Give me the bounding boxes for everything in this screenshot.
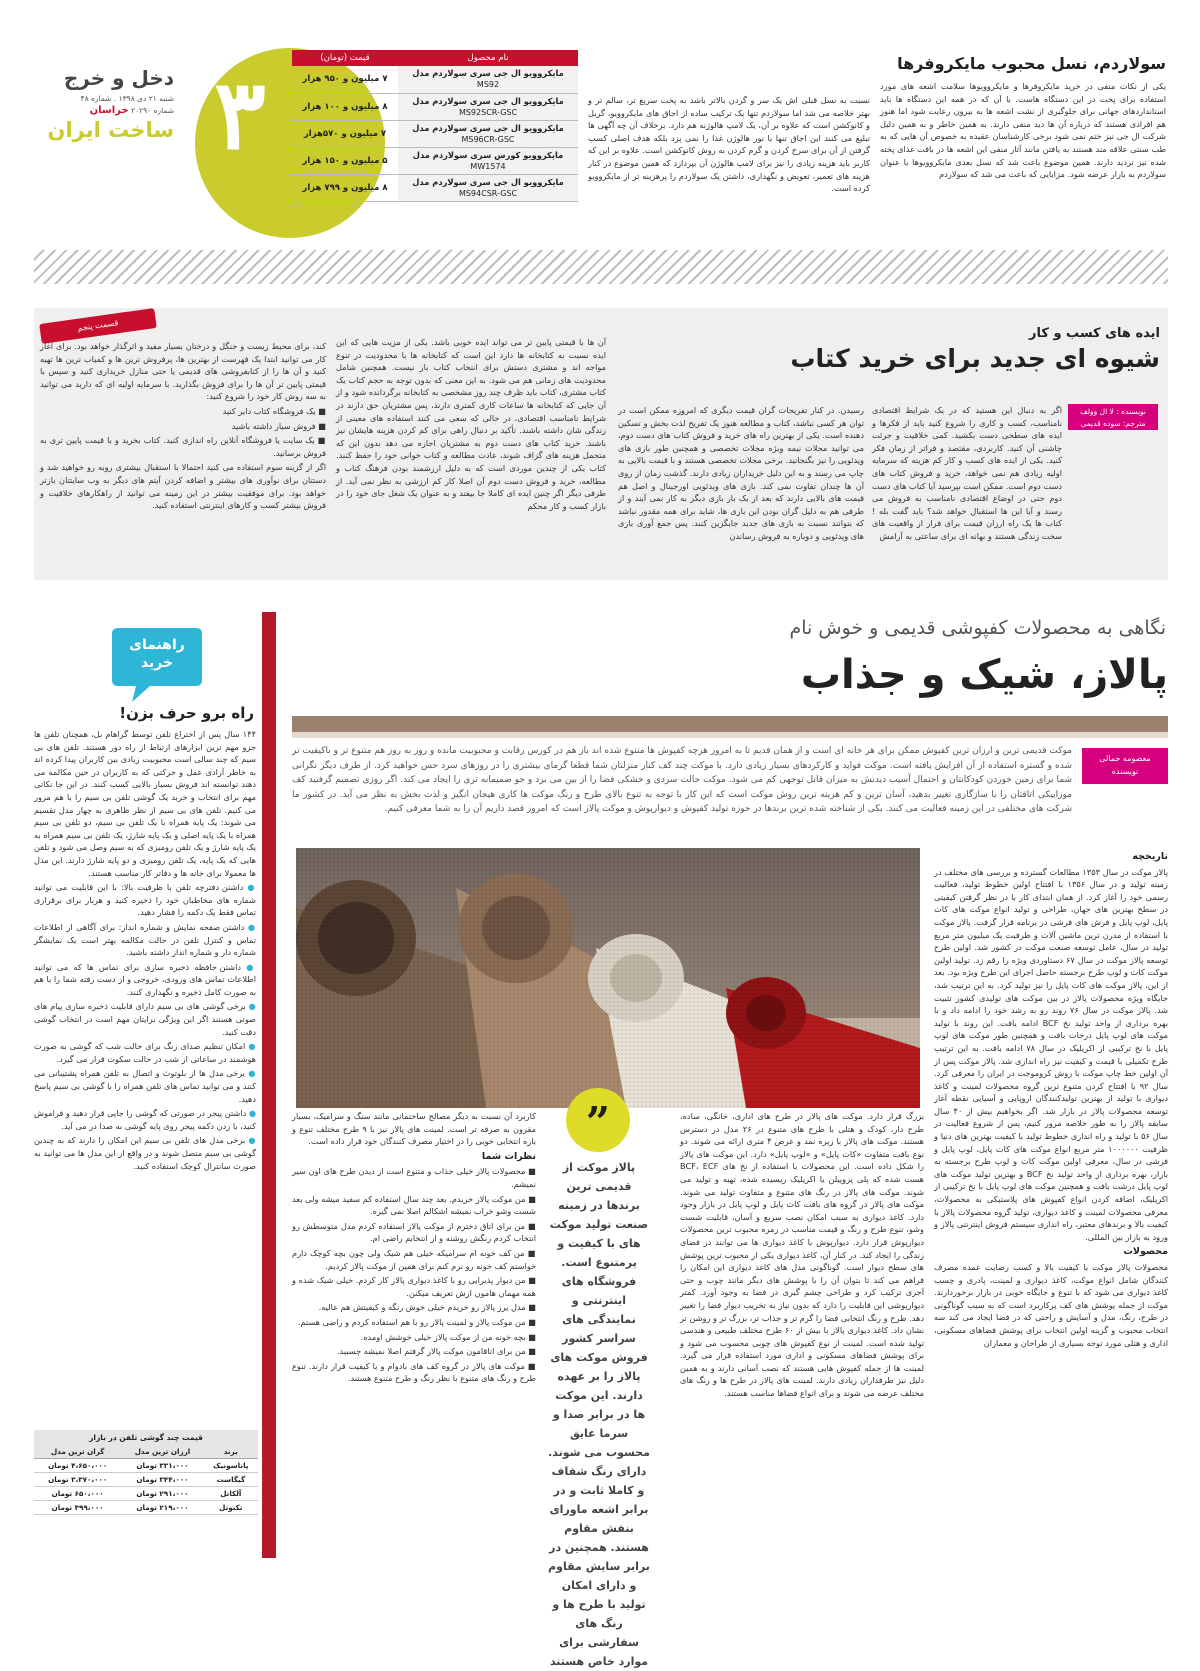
min-price-cell: ۳۴۴،۰۰۰ تومان — [121, 1473, 203, 1487]
product-name: مایکروویو کورس سری سولاردم مدل MW1574 — [398, 147, 578, 174]
table-header: ارزان ترین مدل — [121, 1445, 203, 1459]
brand-cell: گیگاست — [204, 1473, 258, 1487]
product-price: ۷ میلیون و ۵۷۰هزار — [292, 120, 398, 147]
guide-bullet: ● داشتن پیجر در صورتی که گوشی را جایی قرار دهید و فراموش کنید، با زدن دکمه پیجر روی پایه گوشی به صدا در می آید. — [34, 1108, 256, 1131]
table-header: برند — [204, 1445, 258, 1459]
table-row — [292, 147, 578, 174]
microwave-col2: نسبت به نسل قبلی اش یک سر و گردن بالاتر باشد به پخت سریع تر، سالم تر و بهتر خلاصه می شد اما سولاردم تنها یک ترکیب ساده از اجاق های مایکروویو، گریل و کانوکشن است که علاوه بر آن، یک لامپ هالوژنه هم دارد. برخلاف آن چه آگهی ها تبلیغ می کنند این اجاق تنها با نور هالوژن غذا را نمی پزد بلکه هدف اصلی کسب گرفتن از آن برای سرخ کردن و گرم کردن به روش کانوکشن است. علاوه بر این که کاربر باید هزینه زیادی را نیز برای لامپ هالوژن آن بپردازد که همین موضوع در کنار هزینه های تعمیر، تعویض و نگهداری، داشتن یک سولاردم را پرهزینه تر از مایکروویو کرده است. — [588, 95, 870, 194]
business-col4 — [40, 340, 326, 572]
author-name: نویسنده : لا ال وولف — [1079, 407, 1147, 416]
business-col1: اگر به دنبال این هستید که در یک شرایط اقتصادی نامناسب، کسب و کاری را شروع کنید باید از فکرها و ایده های سطحی دست بکشید. کمی خلاقیت و جرئت چاشنی آن کنید. کاربردی، مقتصد و فراتر از زمان فکر کنید. یکی از ایده های کسب و کار کم هزینه که سرمایه اولیه زیادی هم نمی خواهد، خرید و فروش کتاب های دست دوم است. ممکن است بپرسید آیا کتاب های دست دوم حتی در اوضاع اقتصادی نامناسب به فروش می رسند و آیا این ها استقبال خواهد شد؟ باید گفت بله ! کتاب ها یک راه ارزان قیمت برای فرار از واقعیت های سخت زندگی هستند و بهانه ای برای ساعتی به آرامش — [872, 405, 1062, 541]
series-tag: قسمت پنجم — [39, 308, 157, 344]
carpet-col3 — [292, 1110, 536, 1554]
carpet-col2: بزرگ قرار دارد. موکت های پالاز در طرح های اداری، خانگی، ساده، طرح دار، کودک و هتلی با طرح های متنوع در ۲۶ مدل در دسترس هستند. موکت های پالاز با زیره نمد و عرض ۴ متری ارائه می شوند. دو نوع بافت متفاوت «کات پایل» و «لوپ پایل» دارد. این موکت های پالاز را شکل داده است. این محصولات با استفاده از نخ های BCF، ECF هست شده که پلی پروپیلن یا اکریلیک ریسیده شده، تهیه و تولید می شوند. موکت های پالاز در رنگ های متنوع و متفاوت تولید می شوند. موکت های پالاز در گروه های بافت کات پایل و لوپ پایل در بازار وجود دارد. کاغذ دیواری به سبب امکان نصب سریع و آسان، قابلیت شست وشو، تنوع طرح و رنگ و قیمت مناسب در زمره محبوب ترین محصولات دیوارپوش قرار دارد. دیوارپوش با کاغذ دیواری ها می توانند در فضای زندگی را ایجاد کند. در کنار آن، کاغذ دیواری یکی از محبوب ترین پوشش های سطح دیوار است. گوناگونی مدل های کاغذ دیواری این امکان را فراهم می کند تا بتوان آن را با پوشش های دیگر مانند چوب و حتی آجری ترکیب کرد و طراحی چشم گیری در فضا به وجود آورد. کمتر دیوارپوشی این قابلیت را دارد که بدون نیاز به تخریب دیوار فضا را تغییر دهد. طرح و رنگ انتخابی فضا را گرم تر و جذاب تر، بزرگ تر و روشن تر نشان داد. کاغذ دیواری پالاز با بیش از ۶۰ طرح مختلف طبیعی و هندسی تولید شده است. لمینت از نوع کفپوش های چوبی محسوب می شود و برای پوشش فضاهای مسکونی و اداری مورد استفاده قرار می گیرد. لمینت ها از جمله کفپوش هایی هستند که نصب آسانی دارند و به همین دلیل نیز طرفداران زیادی دارند. لمینت های پالاز در طرح ها و رنگ های مختلف عرضه می شوند و برای انواع فضاها مناسب هستند. — [680, 1111, 925, 1399]
phone-price-table — [34, 1430, 258, 1515]
comment-item: ■ من دیوار پذیرایی رو با کاغذ دیواری پالاز کار کردم. خیلی شیک شده و همه مهمان هامون ازش تعریف میکنن. — [292, 1275, 536, 1298]
guide-divider-bar — [262, 612, 276, 1558]
business-col2: رسیدن. در کنار تفریحات گران قیمت دیگری که امروزه ممکن است در توان هر کسی نباشد، کتاب و مطالعه هنوز یک تفریح لذت بخش و تسکین دهنده است. یکی از بهترین راه های خرید و فروش کتاب های دست دوم، می توانید مجلات نیمه ویژه مجلات تخصصی و همچنین طور بازی های ویدئویی را نیز بگنجانید. برخی مجلات تخصصی هستند و با قیمت بالایی به چاپ می رسند و به این دلیل خریداران زیادی دارند. گذشت زمان از روی آن ها چندان تفاوت نمی کند. بازی های ویدئویی اورجینال و اصل هم قیمت های بالایی دارند که بعد از یک بار بازی دیگر به کار نمی آیند و از طرفی هم به دلیل گران بودن این بازی ها، شاید برای همه مقدور نباشد که بتوانند نسبت به بازی های جدید جایگزین کنند. پس جمع آوری بازی های ویدئویی و دوباره به فروش رساندن — [618, 405, 864, 541]
max-price-cell: ۴۹۹،۰۰۰ تومان — [34, 1501, 121, 1515]
business-title: شیوه ای جدید برای خرید کتاب — [790, 344, 1160, 373]
brand-logo: دخل و خرج — [63, 66, 174, 90]
product-name: مایکروویو ال جی سری سولاردم مدل MS96CR-GSC — [398, 120, 578, 147]
brand-cell: پاناسونیک — [204, 1459, 258, 1473]
table-header: قیمت (تومان) — [292, 50, 398, 66]
business-author-box — [1068, 404, 1158, 430]
col3-text: کاربرد آن نسبت به دیگر مصالح ساختمانی مانند سنگ و سرامیک، بسیار مقرون به صرفه تر است. لمینت های پالاز نیز با ۹ طرح مختلف تنوع و بازه انتخابی خوبی را در اختیار مصرف کنندگان خود قرار داده است. — [292, 1111, 536, 1147]
table-row — [34, 1501, 258, 1515]
carpet-lead: موکت قدیمی ترین و ارزان ترین کفپوش ممکن برای هر خانه ای است و از همان قدیم تا به امروز هرچه کفپوش ها متنوع شده اند باز هم در کورس رقابت و محبوبیت مانده و روز به روز هم متنوع تر و باکیفیت تر شده و گستره استفاده از آن افزایش یافته است. موکت فواید و کارکردهای بسیار زیادی دارد. با موکت چند کف کنار منزلتان شما قطعا گرمای بیشتری را در روزهای سرد حس خواهید کرد. از طرف دیگر نگرانی شما برای زمین خوردن کودکانتان و احتمال آسیب دیدنش به میزان قابل توجهی کم می شود. موکت حالت سردی و خشکی فضا را از بین می برد و جو صمیمانه تری را ایجاد می کند. اگر روزی تصمیم گرفتید کف موزاییکی اتاقتان را با سازگاری تغییر بدهید، آسان ترین و کم هزینه ترین روش موکت است که این کار با توجه به تنوع بالای طرح و رنگ موکت ها کاری هیجان انگیز و لذت بخش به نظر می آید. در کشور ما شرکت های مختلفی در این زمینه فعالیت می کنند. یکی از شناخته شده ترین برندها در حوزه تولید کفپوش و دیوارپوش و موکت پالاز است که امروز قصد داریم آن را به شما معرفی کنیم. — [292, 746, 1072, 814]
section-name: ساخت ایران — [47, 118, 174, 142]
title-bar-shadow — [292, 732, 1168, 738]
microwave-price-table — [292, 50, 578, 202]
guide-badge-label: راهنمای خرید — [129, 637, 185, 671]
max-price-cell: ۳،۳۷۰،۰۰۰ تومان — [34, 1473, 121, 1487]
comment-item: ■ بچه خونه من از موکت پالاز خیلی خوشش اومده. — [360, 1331, 536, 1342]
guide-bullet: ● برخی مدل های تلفن بی سیم این امکان را دارند که به چندین گوشی بی سیم متصل شوند و در واقع از این مدل ها می توانید به صورت سانترال کوچک استفاده کنید. — [34, 1135, 256, 1171]
microwave-col1: یکی از نکات منفی در خرید مایکروفرها و مایکروویوها سلامت اشعه های مورد استفاده برای پخت در این دستگاه هاست. با آن که در همه این دستگاه ها باید استانداردهای جهانی برای جلوگیری از نشت اشعه ها به بیرون رعایت شود اما هنوز هم افرادی هستند که درباره آن ها دید منفی دارند. به همین خاطر و به همین دلیل شرکت ال جی نیز ختم نمی شود برخی کارشناسان عقیده به خصوص آن هایی که به طب سنتی علاقه مند هستند به یافتن مانند آثار منفی این اشعه ها در بافت غذای پخته شده نیز تردید دارند. همین موضوع باعث شد که نسل بعدی مایکروویوها با عنوان سولاردم به بازار عرضه شود. مزایایی که باعث می شد که سولاردم — [880, 81, 1166, 180]
col4-outro: اگر از گزینه سوم استفاده می کنید احتمالا با استقبال بیشتری روبه رو خواهید شد و دستتان برای نوآوری های بیشتر و اضافه کردن آیتم های دیگر به وب سایتتان بازتر خواهد بود. برای موفقیت بیشتر در این زمینه می توانید از راهکارهای خلاقیت و فروش بیشتر کسب و کارهای اینترنتی استفاده کنید. — [40, 462, 326, 511]
guide-intro: ۱۴۴ سال پس از اختراع تلفن توسط گراهام بل، همچنان تلفن ها جزو مهم ترین ابزارهای ارتباط از راه دور هستند. تلفن های بی سیم که چند سالی است محبوبیت زیادی بین کاربران پیدا کرده اند به خاطر آزادی عمل و حرکتی که به کاربران در حین مکالمه می دهند توانسته اند فروش بسیار بالایی کسب کنند. در این جا نکاتی مهم برای انتخاب و خرید یک گوشی تلفن بی سیم را با هم مرور می کنیم. تلفن های بی سیم از نظر ظاهری به چهار مدل تقسیم می شوند: یک پایه همراه با یک تلفن بی سیم، دو تلفن بی سیم همراه با یک پایه اصلی و یک پایه شارژ، یک تلفن بی سیم همراه به یک پایه شارژ و یک تلفن رومیزی که به سیم وصل می شود و تلفن هایی که یک پایه، یک تلفن رومیزی و دو پایه شارژ دارند. این مدل ها معمولا برای خانه ها و دفاتر کار مناسب هستند. — [34, 729, 256, 878]
min-price-cell: ۲۹۱،۰۰۰ تومان — [121, 1487, 203, 1501]
quote-icon: ” — [566, 1088, 630, 1152]
table-row — [292, 174, 578, 201]
table-row — [292, 93, 578, 120]
product-price: ۵ میلیون و ۱۵۰ هزار — [292, 147, 398, 174]
table-row — [34, 1459, 258, 1473]
guide-bullet: ● برخی گوشی های بی سیم دارای قابلیت ذخیره سازی پیام های صوتی هستند اگر این ویژگی برایتان مهم است در انتخاب گوشی دقت کنید. — [34, 1001, 256, 1037]
guide-bullet: ● داشتن دفترچه تلفن با ظرفیت بالا: با این قابلیت می توانید شماره های مخاطبان خود را ذخیره کنید و هربار برای برقراری تماس فقط یک دکمه را فشار دهید. — [34, 882, 256, 918]
carpet-rolls-photo — [296, 848, 920, 1108]
comment-item: ■ مدل یرز پالاز رو خریدم خیلی خوش رنگه و کیفیتش هم عالیه. — [318, 1302, 536, 1313]
section-divider — [34, 250, 1168, 284]
carpet-history-column — [934, 848, 1168, 1554]
col4-bullet: ■ فروش سیار داشته باشید — [231, 420, 326, 431]
guide-bullet: ● امکان تنظیم صدای زنگ برای حالت شب که گوشی به صورت هوشمند در ساعاتی از شب در حالت سکوت قرار می گیرد. — [34, 1041, 256, 1064]
table-row — [34, 1473, 258, 1487]
paper-name: خراسان — [89, 105, 129, 116]
col4-bullet: ■ یک سایت یا فروشگاه آنلاین راه اندازی کنید. کتاب بخرید و با قیمت پایین تری به فروش برسانید. — [40, 435, 326, 458]
page-number: ۳ — [214, 58, 266, 171]
guide-bullet: ● داشتن حافظه ذخیره سازی برای تماس ها که می توانید اطلاعات تماس های ورودی، خروجی و از دست رفته شما را با هم به صورت کامل ذخیره و نگهداری کنند. — [34, 961, 256, 997]
product-price: ۷ میلیون و ۹۵۰ هزار — [292, 66, 398, 93]
guide-badge — [110, 622, 204, 706]
phone-table-caption: قیمت چند گوشی تلفن در بازار — [34, 1430, 258, 1445]
comments-head: نظرات شما — [481, 1150, 536, 1162]
max-price-cell: ۴،۶۵۰،۰۰۰ تومان — [34, 1459, 121, 1473]
col4-intro: کند، برای محیط زیست و جنگل و درختان بسیار مفید و اثرگذار خواهد بود. برای آغاز کار می توانید ابتدا یک فهرست از بهترین ها، پرفروش ترین ها و کمیاب ترین ها تهیه کنید و آن ها را از کتابفروشی های قدیمی یا حتی منازل خریداری کنید و سپس با قیمتی پایین تر آن ها را برای فروش بگذارید. با سرمایه اولیه ای که دارید می توانید به سه روش کار خود را شروع کنید: — [40, 341, 326, 402]
brand-cell: آلکاتل — [204, 1487, 258, 1501]
history-text: پالاز موکت در سال ۱۳۵۳ مطالعات گسترده و بررسی های مختلف در زمینه تولید و در سال ۱۳۵۶ با افتتاح اولین خطوط تولید، فعالیت رسمی خود را آغاز کرد. از همان ابتدای کار با در نظر گرفتن کیفیتی در سطح بهترین های جهان، طراحی و تولید انواع موکت های کات پایل، لوپ پایل و فرش های فرشی در برنامه قرار گرفت. پالاز موکت با استفاده از مدرن ترین ماشین آلات و ظرفیت یک میلیون متر مربع تولید در سال، عامل توسعه صنعت موکت در کشور شد. اولین طرح توسعه پالاز موکت در سال ۶۷ دستاوردی ویژه را رقم زد. تولید اولین موکت کات و لوپ طرح برجسته حاصل اجرای این طرح ویژه بود. بعد از این، پالاز موکت های کات پایل را نیز تولید کرد. به این ترتیب شد، جایگاه ویژه محصولات پالاز در بین موکت های تولیدی کشور تثبیت شد. پالاز موکت در سال ۷۶ روند رو به رشد خود را ادامه داد و با بهره برداری از واحد تولید نخ BCF ادامه یافت. این روند با تولید موکت های لوپ پایل درجات بافت و همچنین طور موکت های لوپ پایل با نخ ترکیبی از اکریلیک در سال ۷۸ ادامه یافت. به این ترتیب طرح تکمیلی با قیمت و کیفیت نیز راه اندازی شد. پالاز موکت پس از آن اولین خط چاپ موکت با روش کروموجت در ایران را معرفی کرد. سال ۹۲ با افتتاح کردن متنوع ترین گروه محصولات لمینت و کاغذ دیواری با تولید از بهترین تولیدکنندگان اروپایی و آسیایی نقطه آغاز توسعه محصولات پالاز در بازار شد. اگر بخواهیم بیش از ۴۰ سال سابقه پالاز را به طور خلاصه مرور کنیم، پس از شروع فعالیت در سال ۵۶ با تولید و راه اندازی خطوط تولید با کیفیت بهترین های دنیا و ظرفیت ۱۰۰۰۰۰۰ متر مربع انواع موکت های کات پایل، لوپ پایل و فرشی در سال، معرفی اولین موکت کات و لوپ طرح برجسته به بازار، بهره برداری از واحد تولید نخ BCF و بهترین تولید موکت های لوپ پایل درشت بافت و همچنین موکت های لوپ پایل با نخ ترکیبی از اکریلیک، اضافه کردن انواع کفپوش های پلاستیکی به محصولات، معرفی محصولات لمینت و کاغذ دیواری، تولید گروه محصولات پالاز با کیفیت بالا و برندهای معتبر، راه اندازی سیستم فروش اینترنتی پالاز و ورود به بازار بین المللی. — [934, 866, 1168, 1242]
comment-item: ■ من موکت پالاز و لمینت پالاز رو با هم استفاده کردم و راضی هستم. — [297, 1316, 536, 1327]
masthead — [34, 66, 174, 142]
translator-name: مترجم: سوده قدیمی — [1080, 419, 1146, 428]
guide-title: راه برو حرف بزن! — [119, 704, 254, 722]
product-name: مایکروویو ال جی سری سولاردم مدل MS92 — [398, 66, 578, 93]
table-header: نام محصول — [398, 50, 578, 66]
carpet-illustration — [296, 848, 920, 1108]
table-row — [292, 120, 578, 147]
comment-item: ■ من موکت پالاز خریدم. بعد چند سال استفاده کم سفید میشه ولی بعد شست وشو خراب نمیشه اشکالم اصلا نمی گیره. — [292, 1193, 536, 1217]
history-head: تاریخچه — [1132, 851, 1168, 862]
comment-item: ■ محصولات پالاز خیلی جذاب و متنوع است از دیدن طرح های اون سیر نمیشم. — [292, 1166, 537, 1189]
paper-number: شماره ۲۰۲۹۰ — [131, 106, 174, 115]
product-price: ۸ میلیون و ۷۹۹ هزار — [292, 174, 398, 201]
brand-cell: تکنوتل — [204, 1501, 258, 1515]
title-bar — [292, 716, 1168, 732]
col4-bullet: ■ یک فروشگاه کتاب دایر کنید — [222, 405, 326, 416]
carpet-title: پالاز، شیک و جذاب — [800, 652, 1168, 698]
comment-item: ■ من برای اتاق دخترم از موکت پالاز استفاده کردم مدل متوسطش رو انتخاب کردم رنگش روشنه و از انتخابم راضی ام. — [292, 1220, 536, 1244]
carpet-kicker: نگاهی به محصولات کفپوشی قدیمی و خوش نام — [789, 617, 1166, 639]
table-row — [34, 1487, 258, 1501]
pull-quote: پالاز موکت از قدیمی ترین برندها در زمینه صنعت تولید موکت های با کیفیت و پرمتنوع است. فروشگاه های اینترنتی و نمایندگی های سراسر کشور فروش موکت های پالاز را بر عهده دارند. این موکت ها در برابر صدا و سرما عایق محسوب می شوند. دارای رنگ شفاف و کاملا ثابت و در برابر اشعه ماورای بنفش مقاوم هستند. همچنین در برابر سایش مقاوم و دارای امکان تولید با طرح ها و رنگ های سفارشی برای موارد خاص هستند — [548, 1161, 650, 1668]
author-role: نویسنده — [1111, 767, 1139, 776]
guide-body — [34, 728, 256, 1424]
table-header: گران ترین مدل — [34, 1445, 121, 1459]
comment-item: ■ من برای اتاقامون موکت پالاز گرفتم اصلا نمیشه چسبید. — [336, 1346, 536, 1357]
min-price-cell: ۲۱۹،۰۰۰ تومان — [121, 1501, 203, 1515]
author-name: معصومه جمالی — [1099, 754, 1151, 763]
issue-date: شنبه ۲۱ دی ۱۳۹۸ . شماره ۴۸ — [80, 94, 174, 103]
paper-line — [34, 105, 174, 116]
product-name: مایکروویو ال جی سری سولاردم مدل MS92SCR-GSC — [398, 93, 578, 120]
comment-item: ■ من کف خونه ام سرامیکه خیلی هم شیک ولی چون بچه کوچک دارم خواستم کف خونه رو نرم کنم برای همین از موکت پالاز کردیم. — [292, 1247, 536, 1271]
products-head: محصولات — [1123, 1246, 1168, 1258]
products-text: محصولات پالاز موکت با کیفیت بالا و کسب رضایت عمده مصرف کنندگان شامل انواع موکت، کاغذ دیواری و لمینت، پادری و چسب کاغذ دیواری می شود که با تنوع و جایگاه خوبی در بازار برخوردارند. موکت از جمله پوشش های کف پرکاربرد است که به سبب گوناگونی در طرح، رنگ، مدل و آسایش و راحتی که در فضا ایجاد می کند سه انتخاب محبوب و گزینه اولین انتخاب برای پوشش فضاهای مسکونی، اداری و هتلی مورد توجه بسیاری از طراحان و معماران — [934, 1262, 1168, 1348]
business-col3: آن ها با قیمتی پایین تر می تواند ایده خوبی باشد. یکی از مزیت هایی که این ایده نسبت به کتابخانه ها دارد این است که کتابخانه ها با محدودیت در تنوع مواجه اند و مشتری دستش برای انتخاب کتاب باز نیست. همچنین شامل محدودیت های زمانی هم می شود. به این معنی که بدون توجه به حجم کتاب یک کتاب مشتری، کتاب باید ظرف چند روز مشخصی به کتابخانه برگردانده شود و از آن جایی که کتابخانه ها ساعات کاری کمتری دارند، پس مشتریان حق دارند در شرایط نامناسب اقتصادی، در حالی که سعی می کنند استفاده های معینی از زندگی شان داشته باشند. تأکید بر دنبال راهی برای کم کردن هزینه هایشان نیز باشند. خرید کتاب های دست دوم به مشتریان اجازه می دهد بدون این که متحمل هزینه های گزاف شوند، عادت مطالعه و کتاب خوانی خود را حفظ کنند. کتاب یکی از چندین موردی است که به دلیل ارزشمند بودن فرهنگ کتاب و مطالعه، خرید و فروش دست دوم آن اصلا کار کم ارزشی به نظر نمی آید. از طرفی دیگر اگر چنین ایده ای کاملا جا بیفتد و به عنوان یک شغل جای خود را در بازار کسب و کار محکم — [336, 337, 606, 511]
comment-item: ■ موکت های پالاز در گروه کف های بادوام و با کیفیت قرار دارند. تنوع طرح و رنگ های متنوع با نظر رنگ و طرح متنوع هستند. — [292, 1360, 536, 1384]
carpet-author-box — [1082, 748, 1168, 784]
product-name: مایکروویو ال جی سری سولاردم مدل MS94CSR-GSC — [398, 174, 578, 201]
business-kicker: ایده های کسب و کار — [1029, 326, 1160, 341]
table-row — [292, 66, 578, 93]
product-price: ۸ میلیون و ۱۰۰ هزار — [292, 93, 398, 120]
microwave-title: سولاردم، نسل محبوب مایکروفرها — [897, 54, 1166, 73]
guide-bullet: ● برخی مدل ها از بلوتوث و اتصال به تلفن همراه پشتیبانی می کنند و می توانید تماس های تلفن همراه را با گوشی بی سیم پاسخ دهید. — [34, 1068, 256, 1104]
min-price-cell: ۳۳۱،۰۰۰ تومان — [121, 1459, 203, 1473]
guide-bullet: ● داشتن صفحه نمایش و شماره انداز: برای آگاهی از اطلاعات تماس و کنترل تلفن در حالت مکالمه بهتر است یک نمایشگر شماره دار و شماره انداز داشته باشید. — [34, 921, 256, 958]
max-price-cell: ۶۵۰،۰۰۰ تومان — [34, 1487, 121, 1501]
